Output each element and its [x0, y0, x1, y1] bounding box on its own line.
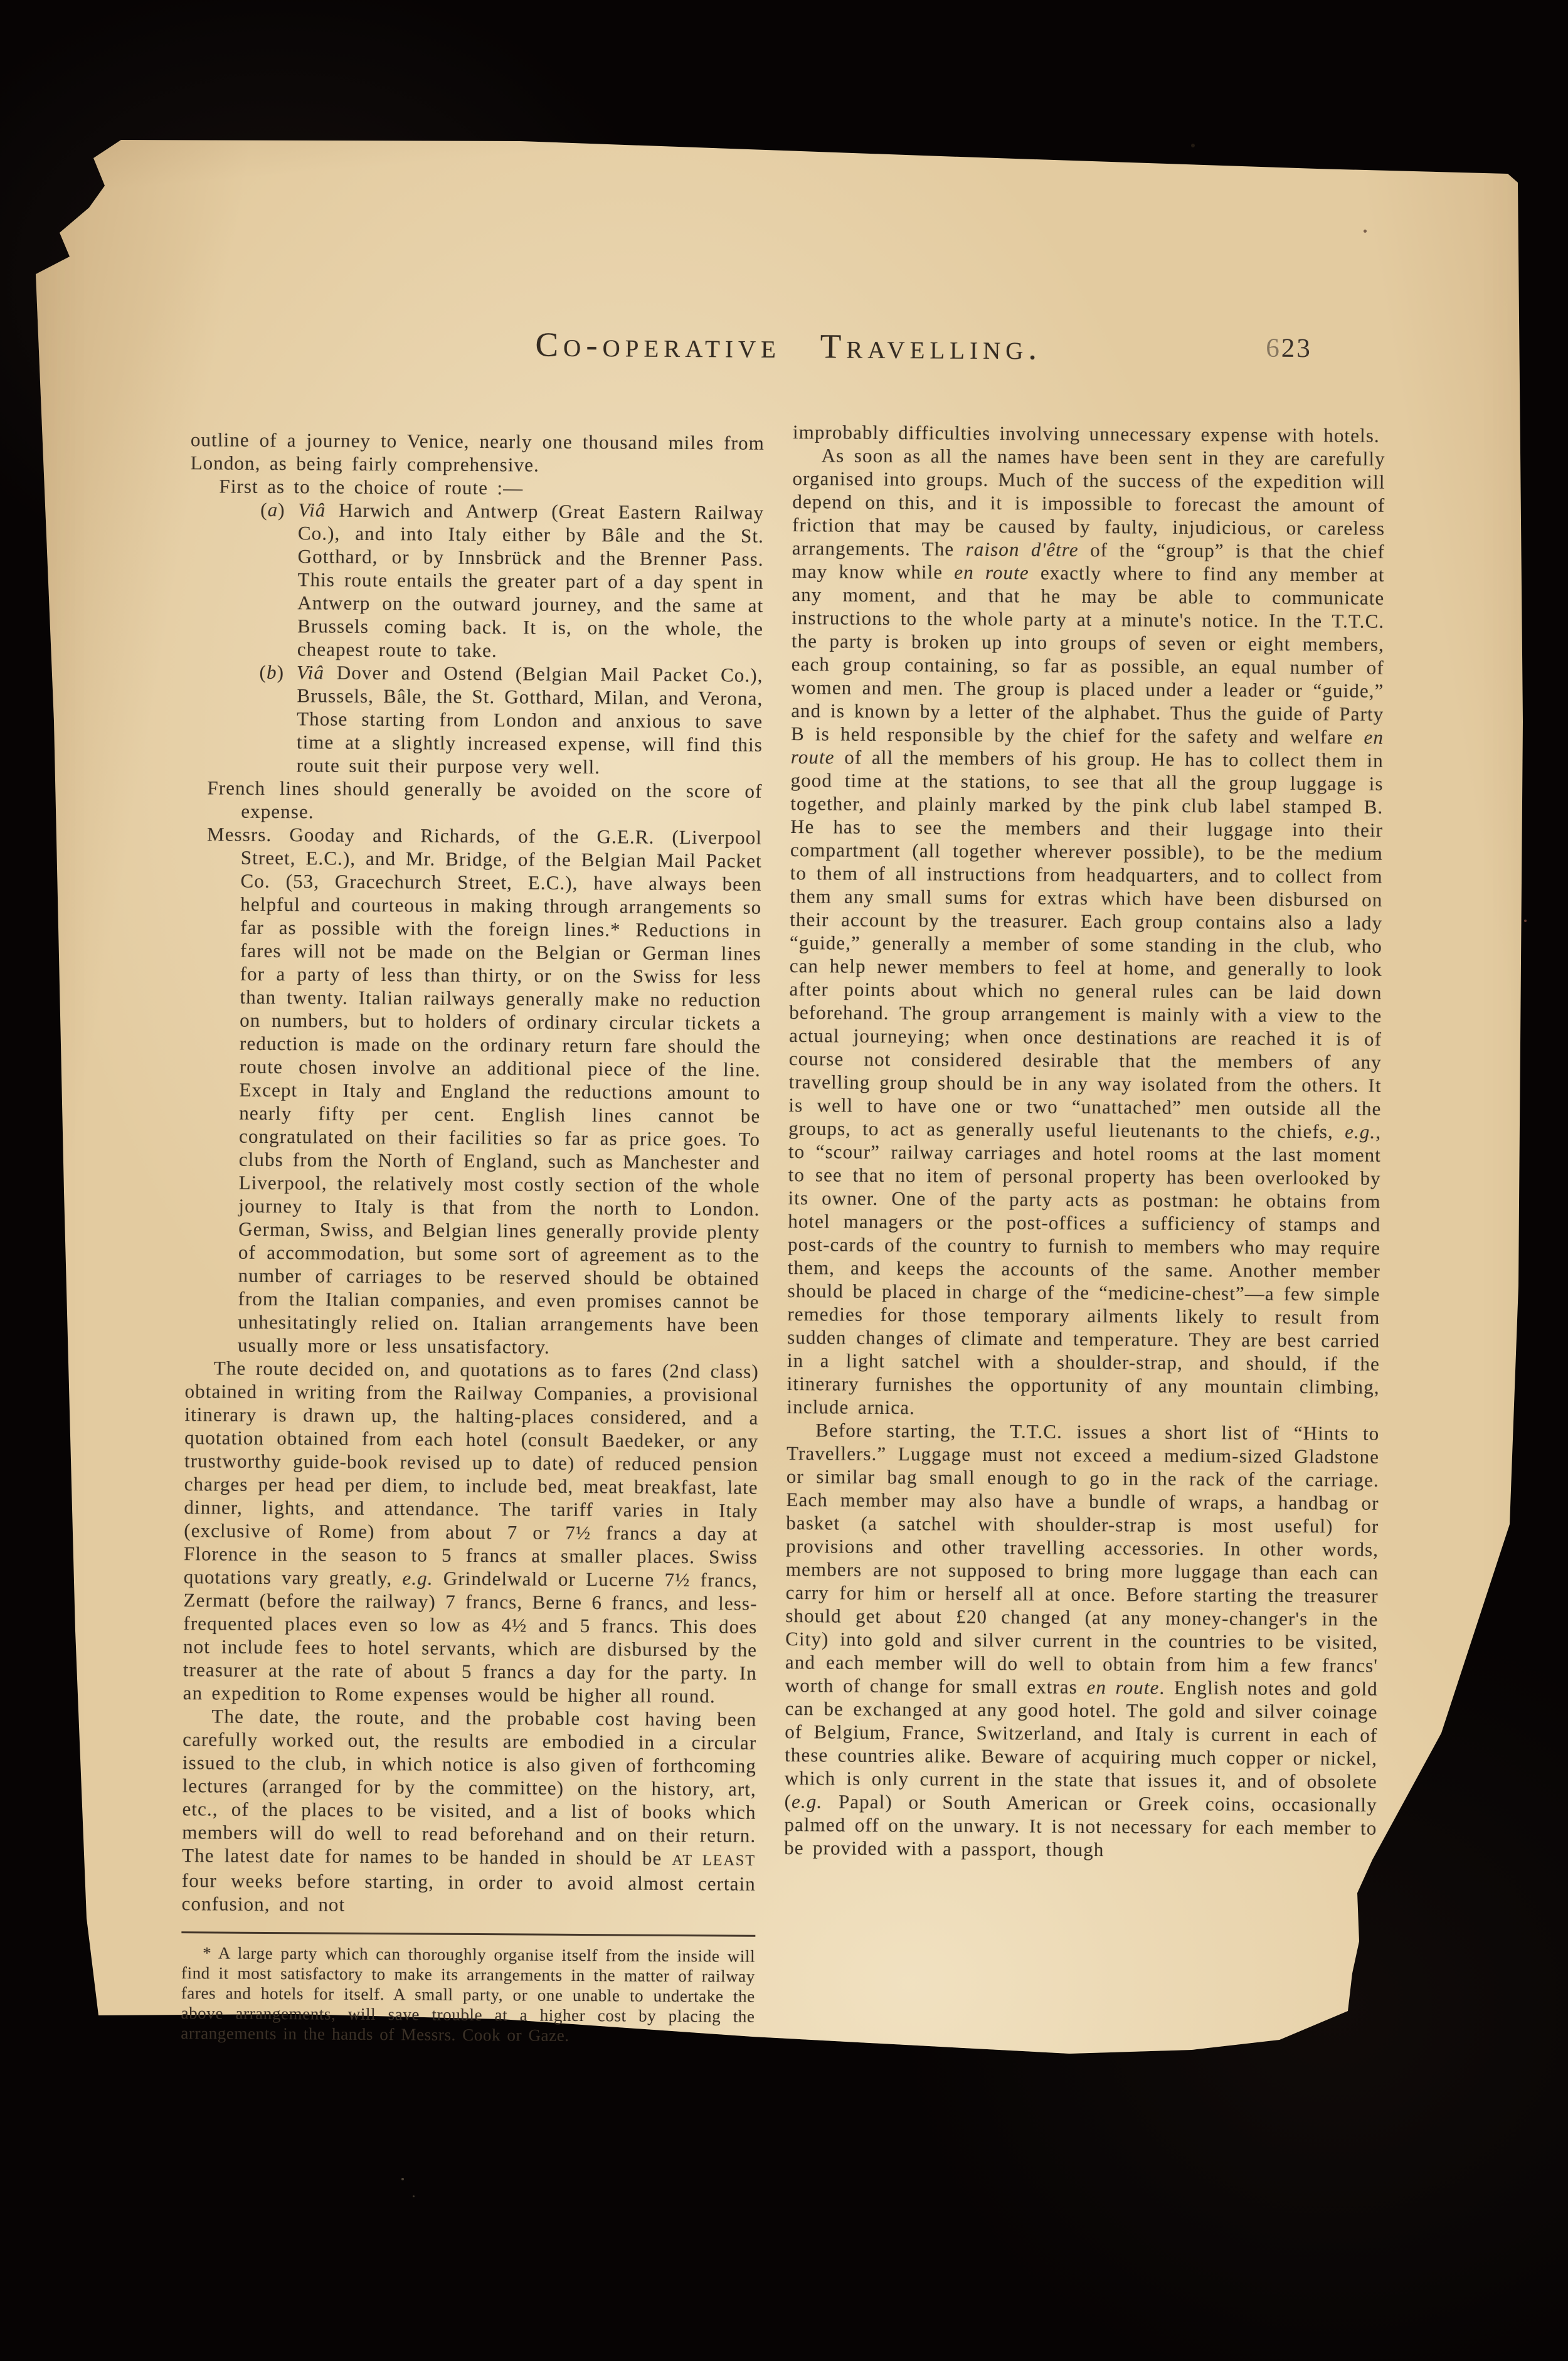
page-header: [191, 322, 1386, 386]
footnote-text: * A large party which can thoroughly organise itself from the inside will find it most satisfactory to make its arrangements in the matter of railway fares and hotels for itself. A small party, or one unable to undertake the above arrangements, will save trouble at a higher cost by placing the arrangements in the hands of Messrs. Cook or Gaze.: [181, 1943, 756, 2045]
paragraph: As soon as all the names have been sent in they are carefully organised into groups. Much of the success of the expedition will depend on this, and it is impossible to forecast the amount of friction that may be caused by faulty, injudicious, or careless arrangements. The raison d'être of the “group” is that the chief may know while en route exactly where to find any member at any moment, and that he may be able to communicate instructions to the whole party at a minute's notice. In the T.T.C. the party is broken up into groups of seven or eight members, each group containing, so far as possible, an equal number of women and men. The group is placed under a leader or “guide,” and is known by a letter of the alphabet. Thus the guide of Party B is held responsible by the chief for the safety and welfare en route of all the members of his group. He has to collect them in good time at the stations, to see that all the group luggage is together, and plainly marked by the pink club label stamped B. He has to see the members and their luggage into their compartment (all together wherever possible), to be the medium to them of all instructions from headquarters, and to collect from them any small sums for extras which have been disbursed on their account by the treasurer. Each group contains also a lady “guide,” generally a member of some standing in the club, who can help newer members to feel at home, and generally to look after points about which no general rules can be laid down beforehand. The group arrangement is mainly with a view to the actual journeying; when once destinations are reached it is of course not considered desirable that the members of any travelling group should be in any way isolated from the others. It is well to have one or two “unattached” men outside all the groups, to act as generally useful lieutenants to the chiefs, e.g., to “scour” railway carriages and hotel rooms at the last moment to see that no item of personal property has been overlooked by its owner. One of the party acts as postman: he obtains from hotel managers or the post-offices a sufficiency of stamps and post-cards of the country to furnish to members who may require them, and keeps the accounts of the same. Another member should be placed in charge of the “medicine-chest”—a few simple remedies for those temporary ailments likely to result from sudden changes of climate and temperature. They are best carried in a light satchel with a shoulder-strap, and should, if the itinerary furnishes the opportunity of any mountain climbing, include arnica.: [787, 444, 1385, 1419]
paragraph: Before starting, the T.T.C. issues a short list of “Hints to Travellers.” Luggage must not exceed a medium-sized Gladstone or similar bag small enough to go in the rack of the carriage. Each member may also have a bundle of wraps, a handbag or basket (a satchel with shoulder-strap is most useful) for provisions and other travelling accessories. In other words, members are not supposed to bring more luggage than each can carry for him or herself all at once. Before starting the treasurer should get about £20 changed (at any money-changer's in the City) into gold and silver current in the countries to be visited, and each member will do well to obtain from him a few francs' worth of change for small extras en route. English notes and gold can be exchanged at any good hotel. The gold and silver coinage of Belgium, France, Switzerland, and Italy is current in each of these countries alike. Beware of acquiring much copper or nickel, which is only current in the state that issues it, and of obsolete (e.g. Papal) or South American or Greek coins, occasionally palmed off on the unwary. It is not necessary for each member to be provided with a passport, though: [784, 1419, 1380, 1861]
paragraph: The date, the route, and the probable cost having been carefully worked out, the results are embodied in a circular issued to the club, in which notice is also given of forthcoming lectures (arranged for by the committee) on the history, art, etc., of the places to be visited, and a list of books which members will do well to read beforehand and on their return. The latest date for names to be handed in should be AT LEAST four weeks before starting, in order to avoid almost certain confusion, and not: [181, 1705, 757, 1916]
route-list-item-a: (a) Viâ Harwich and Antwerp (Great Eastern Railway Co.), and into Italy either by Bâle and the St. Gotthard, or by Innsbrück and the Brenner Pass. This route entails the greater part of a day spent in Antwerp on the outward journey, and the same at Brussels coming back. It is, on the whole, the cheapest route to take.: [260, 498, 765, 662]
paragraph-continuation: improbably difficulties involving unnecessary expense with hotels.: [792, 421, 1380, 447]
page-title: Co-operative Travelling.: [535, 325, 1042, 367]
footnote: [181, 1931, 755, 2047]
dust-speck: [401, 2178, 404, 2180]
left-column: [181, 428, 765, 2047]
ink-speck: [1191, 144, 1195, 147]
page-content: [181, 322, 1386, 2051]
paragraph: Messrs. Gooday and Richards, of the G.E.R. (Liverpool Street, E.C.), and Mr. Bridge, of the Belgian Mail Packet Co. (53, Gracechurch Street, E.C.), have always been helpful and courteous in making through arrangements so far as possible with the foreign lines.* Reductions in fares will not be made on the Belgian or German lines for a party of less than thirty, or on the Swiss for less than twenty. Italian railways generally make no reduction on numbers, but to holders of ordinary circular tickets a reduction is made on the ordinary return fare should the route chosen involve an additional piece of the line. Except in Italy and England the reductions amount to nearly fifty per cent. English lines cannot be congratulated on their facilities so far as price goes. To clubs from the North of England, such as Manchester and Liverpool, the relatively most costly section of the whole journey to Italy is that from the north to London. German, Swiss, and Belgian lines generally provide plenty of accommodation, but some sort of agreement as to the number of carriages to be reserved should be obtained from the Italian companies, and even promises cannot be unhesitatingly relied on. Italian arrangements have been usually more or less unsatisfactory.: [206, 823, 763, 1358]
two-column-text: [181, 421, 1385, 2051]
page-number: 623: [1266, 333, 1312, 364]
dust-speck: [413, 2195, 415, 2197]
paragraph: The route decided on, and quotations as to fares (2nd class) obtained in writing from the Railway Companies, a provisional itinerary is drawn up, the halting-places considered, and a quotation obtained from each hotel (consult Baedeker, or any trustworthy guide-book revised up to date) of reduced pension charges per head per diem, to include bed, meat breakfast, late dinner, lights, and attendance. The tariff varies in Italy (exclusive of Rome) from about 7 or 7½ francs a day at Florence in the season to 5 francs at smaller places. Swiss quotations vary greatly, e.g. Grindelwald or Lucerne 7½ francs, Zermatt (before the railway) 7 francs, Berne 6 francs, and less-frequented places even so low as 4½ and 5 francs. This does not include fees to hotel servants, which are disbursed by the treasurer at the rate of about 5 francs a day for the party. In an expedition to Rome expenses would be higher all round.: [183, 1357, 759, 1707]
paragraph-continuation: outline of a journey to Venice, nearly one thousand miles from London, as being fairly comprehensive.: [190, 428, 765, 476]
paragraph: First as to the choice of route :—: [219, 475, 524, 499]
paragraph: French lines should generally be avoided on the score of expense.: [207, 777, 763, 823]
route-list-item-b: (b) Viâ Dover and Ostend (Belgian Mail Packet Co.), Brussels, Bâle, the St. Gotthard, Milan, and Verona, Those starting from London and anxious to save time at a slightly increased expense, will find this route suit their purpose very well.: [259, 661, 763, 778]
dust-speck: [1524, 920, 1527, 922]
right-column: [784, 420, 1385, 1863]
dust-speck: [1364, 230, 1367, 233]
